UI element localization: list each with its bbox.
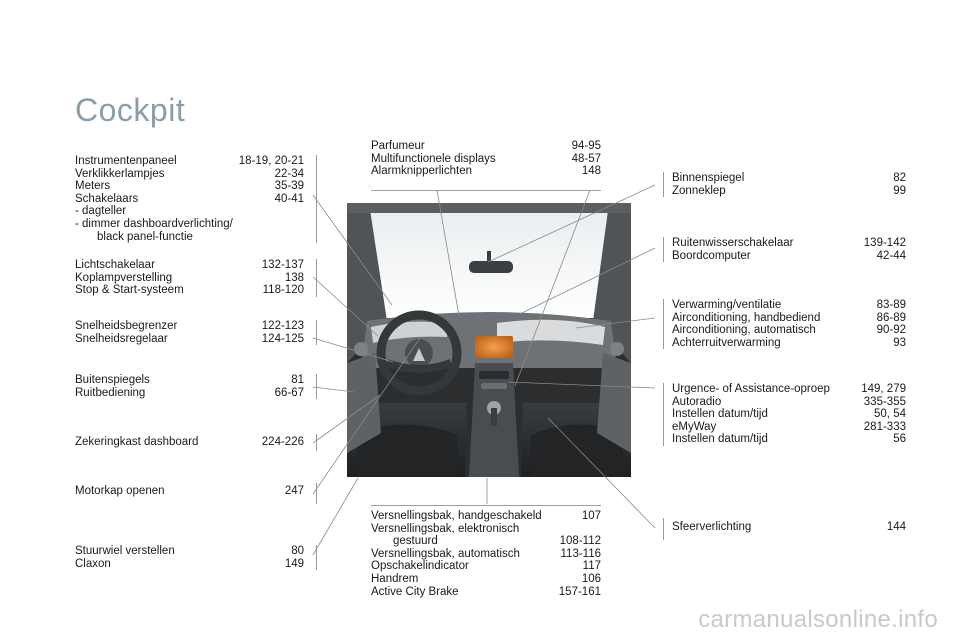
index-entry [371,535,601,548]
index-entry [672,521,906,534]
index-entry [371,560,601,573]
left-group-fusebox [75,434,317,451]
index-entry [371,140,601,153]
index-entry [371,153,601,166]
right-group-audio [663,383,906,446]
index-entry [75,231,304,244]
index-entry [75,218,304,231]
entry-page: 86-89 [876,311,906,324]
entry-page: 94-95 [571,140,601,152]
index-entry [75,284,304,297]
entry-label: Airconditioning, handbediend [672,311,821,324]
index-entry [672,237,906,250]
entry-page: 281-333 [863,420,906,433]
index-entry [672,337,906,350]
index-entry [371,165,601,178]
index-entry [672,299,906,312]
entry-page: 149 [284,557,304,570]
entry-label: Snelheidsregelaar [75,332,168,345]
right-group-climate [663,299,906,349]
entry-page: 247 [284,485,304,497]
index-entry [75,320,304,333]
index-entry [75,205,304,218]
page-title: Cockpit [75,92,186,128]
index-entry [672,172,906,185]
entry-page: 122-123 [261,320,304,332]
right-group-wipers [663,237,906,262]
entry-page: 224-226 [261,436,304,448]
entry-page: 50, 54 [874,408,906,421]
entry-label: Binnenspiegel [672,172,745,184]
entry-page: 149, 279 [861,383,906,395]
left-group-instruments [75,155,317,243]
entry-label: Ruitenwisserschakelaar [672,237,794,249]
right-group-ambient [663,518,906,540]
entry-label: Verklikkerlampjes [75,167,165,180]
index-entry [672,396,906,409]
entry-label: Airconditioning, automatisch [672,324,816,337]
index-entry [75,436,304,449]
index-entry [75,193,304,206]
index-entry [75,545,304,558]
entry-label: Zekeringkast dashboard [75,436,199,448]
entry-label: Opschakelindicator [371,560,469,573]
index-entry [75,333,304,346]
index-entry [371,586,601,599]
entry-label: Parfumeur [371,140,425,152]
entry-label: Buitenspiegels [75,374,150,386]
entry-label: Koplampverstelling [75,271,173,284]
entry-label: - dagteller [75,205,127,218]
cockpit-photo [347,203,631,477]
entry-label: Instrumentenpaneel [75,155,177,167]
entry-page: 56 [893,433,906,446]
entry-label: Snelheidsbegrenzer [75,320,178,332]
entry-page: 81 [291,374,304,386]
entry-page: 132-137 [261,259,304,271]
index-entry [672,324,906,337]
index-entry [672,383,906,396]
entry-label: Versnellingsbak, handgeschakeld [371,510,542,522]
entry-page: 138 [284,271,304,284]
right-group-mirror [663,172,906,197]
index-entry [672,408,906,421]
index-entry [672,433,906,446]
index-entry [75,387,304,400]
index-entry [75,558,304,571]
entry-label: Lichtschakelaar [75,259,155,271]
entry-label: eMyWay [672,420,717,433]
entry-label: Schakelaars [75,192,139,205]
left-group-bonnet [75,483,317,504]
entry-label: black panel-functie [97,230,193,243]
entry-page: 144 [886,521,906,533]
entry-label: Versnellingsbak, automatisch [371,547,520,560]
index-entry [75,259,304,272]
entry-page: 148 [581,165,601,178]
entry-page: 35-39 [274,180,304,193]
index-entry [371,510,601,523]
index-entry [371,573,601,586]
entry-page: 40-41 [274,192,304,205]
index-entry [75,374,304,387]
entry-label: Claxon [75,557,111,570]
entry-page: 48-57 [571,152,601,165]
entry-label: Urgence- of Assistance-oproep [672,383,830,395]
index-entry [75,485,304,498]
entry-label: Alarmknipperlichten [371,165,472,178]
entry-page: 335-355 [863,395,906,408]
entry-label: Ruitbediening [75,386,146,399]
entry-page: 108-112 [559,535,601,548]
entry-label: Instellen datum/tijd [672,433,768,446]
entry-page: 66-67 [274,386,304,399]
index-entry [75,180,304,193]
entry-page: 157-161 [558,585,601,598]
center-bottom-group [371,505,601,598]
entry-label: Boordcomputer [672,249,751,262]
left-group-lighting [75,259,317,297]
entry-page: 124-125 [261,332,304,345]
entry-label: Meters [75,180,111,193]
entry-label: Stop & Start-systeem [75,284,184,297]
entry-page: 22-34 [274,167,304,180]
entry-page: 99 [893,184,906,197]
left-group-mirrors [75,374,317,399]
center-top-group [371,140,601,191]
entry-page: 117 [582,560,601,573]
entry-label: Sfeerverlichting [672,521,752,533]
entry-label: Achterruitverwarming [672,336,781,349]
entry-page: 93 [893,336,906,349]
entry-page: 83-89 [876,299,906,311]
entry-page: 118-120 [262,284,304,297]
entry-label: Stuurwiel verstellen [75,545,175,557]
entry-label: Motorkap openen [75,485,165,497]
entry-page: 113-116 [560,547,601,560]
entry-label: Instellen datum/tijd [672,408,768,421]
index-entry [371,523,601,536]
index-entry [672,312,906,325]
index-entry [371,548,601,561]
entry-page: 90-92 [876,324,906,337]
entry-page: 80 [291,545,304,557]
index-entry [672,185,906,198]
entry-label: - dimmer dashboardverlichting/ [75,217,233,230]
entry-label: Active City Brake [371,585,459,598]
index-entry [672,250,906,263]
entry-page: 107 [581,510,601,522]
index-entry [75,272,304,285]
entry-label: Verwarming/ventilatie [672,299,782,311]
entry-page: 82 [893,172,906,184]
entry-label: Autoradio [672,395,722,408]
entry-label: Multifunctionele displays [371,152,496,165]
entry-page: 139-142 [863,237,906,249]
entry-label: Handrem [371,572,419,585]
left-group-speed [75,320,317,345]
entry-label: gestuurd [393,535,438,548]
index-entry [75,168,304,181]
entry-page: 106 [581,572,601,585]
entry-label: Versnellingsbak, elektronisch [371,522,520,535]
entry-label: Zonneklep [672,184,726,197]
watermark: carmanualsonline.info [698,606,938,633]
index-entry [75,155,304,168]
index-entry [672,421,906,434]
entry-page: 18-19, 20-21 [238,155,304,167]
entry-page: 42-44 [876,249,906,262]
left-group-steering [75,545,317,570]
